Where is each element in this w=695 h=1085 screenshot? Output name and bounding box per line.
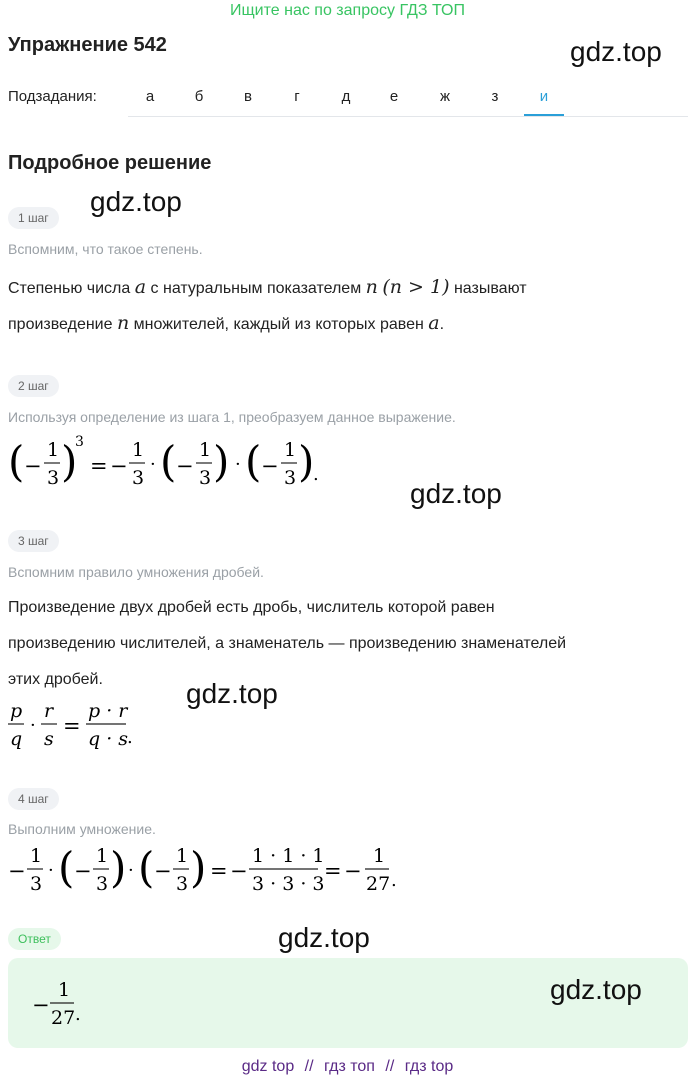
footer-links (0, 1058, 695, 1076)
minus-sign: − (8, 859, 26, 883)
numerator: p · r (88, 700, 128, 722)
equals-sign: = (210, 859, 228, 883)
step-hint: Вспомним правило умножения дробей. (8, 564, 264, 580)
answer-badge: Ответ (8, 928, 61, 950)
numerator: 1 (30, 845, 43, 867)
formula-fraction-product (6, 695, 146, 753)
subtasks-tabs (128, 78, 688, 117)
text-fragment: называют (453, 280, 527, 297)
denominator: 3 (47, 467, 60, 489)
denominator: 3 (284, 467, 297, 489)
denominator: 27 (51, 1007, 76, 1029)
tab-g[interactable]: г (294, 88, 300, 105)
numerator: 1 (199, 439, 212, 461)
footer-link[interactable]: гдз top (404, 1058, 454, 1075)
paren-open: ( (138, 843, 155, 892)
formula-multiplication (6, 840, 406, 900)
step-badge: 3 шаг (8, 530, 59, 552)
paren-close: ) (298, 437, 315, 486)
tab-z[interactable]: з (491, 88, 499, 105)
equals-sign: = (63, 714, 81, 738)
paren-open: ( (160, 437, 177, 486)
paren-open: ( (8, 437, 25, 486)
denominator: 27 (366, 873, 391, 895)
paren-close: ) (61, 437, 78, 486)
numerator: 1 · 1 · 1 (252, 845, 325, 867)
tab-d[interactable]: д (341, 88, 351, 105)
period: . (313, 464, 319, 485)
numerator: 1 (132, 439, 145, 461)
page-title: Упражнение 542 (8, 34, 167, 56)
step-hint: Выполним умножение. (8, 821, 156, 837)
step-hint: Вспомним, что такое степень. (8, 241, 203, 257)
step-badge: 4 шаг (8, 788, 59, 810)
period: . (75, 1004, 81, 1025)
minus-sign: − (24, 454, 42, 478)
tab-zh[interactable]: ж (439, 88, 451, 105)
footer-link[interactable]: гдз топ (324, 1058, 375, 1075)
minus-sign: − (110, 454, 128, 478)
watermark: gdz.top (278, 922, 370, 953)
footer-link[interactable]: gdz top (241, 1058, 295, 1075)
minus-sign: − (230, 859, 248, 883)
footer-separator: // (385, 1058, 395, 1075)
step-text: Произведение двух дробей есть дробь, числитель которой равен (8, 599, 495, 616)
denominator: q · s (88, 728, 129, 750)
minus-sign: − (176, 454, 194, 478)
denominator: 3 · 3 · 3 (252, 873, 325, 895)
step-text: произведение n множителей, каждый из которых равен a. (8, 312, 445, 334)
step-badge: 2 шаг (8, 375, 59, 397)
paren-close: ) (110, 843, 127, 892)
minus-sign: − (32, 993, 50, 1017)
step-hint: Используя определение из шага 1, преобразуем данное выражение. (8, 409, 456, 425)
paren-open: ( (58, 843, 75, 892)
watermark: gdz.top (570, 36, 662, 67)
numerator: r (44, 700, 54, 722)
text-fragment: с натуральным показателем (150, 280, 362, 297)
watermark: gdz.top (410, 478, 502, 509)
text-fragment: произведение (8, 316, 113, 333)
step-text: этих дробей. (8, 671, 103, 688)
dot-operator: · (30, 715, 36, 736)
numerator: 1 (373, 845, 386, 867)
denominator: 3 (199, 467, 212, 489)
step-text: произведению числителей, а знаменатель — произведению знаменателей (8, 635, 567, 652)
text-fragment: Степенью числа (8, 280, 131, 297)
paren-open: ( (245, 437, 262, 486)
dot-operator: · (235, 454, 241, 475)
tab-a[interactable]: а (145, 88, 155, 105)
step-badge: 1 шаг (8, 207, 59, 229)
subtasks-label: Подзадания: (8, 88, 97, 105)
denominator: 3 (96, 873, 109, 895)
denominator: s (44, 728, 54, 750)
exponent: 3 (75, 434, 84, 450)
watermark: gdz.top (186, 678, 278, 709)
minus-sign: − (154, 859, 172, 883)
solution-heading: Подробное решение (8, 152, 212, 174)
watermark: gdz.top (90, 186, 182, 217)
math-var: a (428, 312, 440, 334)
minus-sign: − (261, 454, 279, 478)
dot-operator: · (48, 860, 54, 881)
math-var: n (365, 276, 378, 298)
math-var: n (116, 312, 130, 334)
numerator: 1 (96, 845, 109, 867)
equals-sign: = (90, 454, 108, 478)
period: . (391, 870, 397, 891)
paren-close: ) (190, 843, 207, 892)
tab-i[interactable]: и (524, 78, 564, 116)
footer-separator: // (304, 1058, 314, 1075)
answer-formula (30, 974, 90, 1032)
numerator: 1 (58, 979, 71, 1001)
denominator: 3 (30, 873, 43, 895)
text-fragment: множителей, каждый из которых равен (133, 316, 424, 333)
math-condition: (n > 1) (382, 276, 450, 298)
numerator: p (10, 700, 23, 722)
denominator: 3 (132, 467, 145, 489)
equals-sign: = (324, 859, 342, 883)
math-var: a (134, 276, 147, 298)
promo-link[interactable]: Ищите нас по запросу ГДЗ ТОП (230, 2, 465, 19)
denominator: q (10, 728, 23, 750)
denominator: 3 (176, 873, 189, 895)
numerator: 1 (47, 439, 60, 461)
tab-b[interactable]: б (194, 88, 204, 105)
period: . (127, 727, 133, 748)
dot-operator: · (150, 454, 156, 475)
watermark: gdz.top (550, 974, 642, 1005)
tab-e[interactable]: е (389, 88, 399, 105)
step-text (8, 276, 527, 298)
paren-close: ) (213, 437, 230, 486)
formula-power (6, 432, 326, 496)
numerator: 1 (176, 845, 189, 867)
dot-operator: · (128, 860, 134, 881)
numerator: 1 (284, 439, 297, 461)
minus-sign: − (74, 859, 92, 883)
minus-sign: − (344, 859, 362, 883)
tab-v[interactable]: в (244, 88, 252, 105)
